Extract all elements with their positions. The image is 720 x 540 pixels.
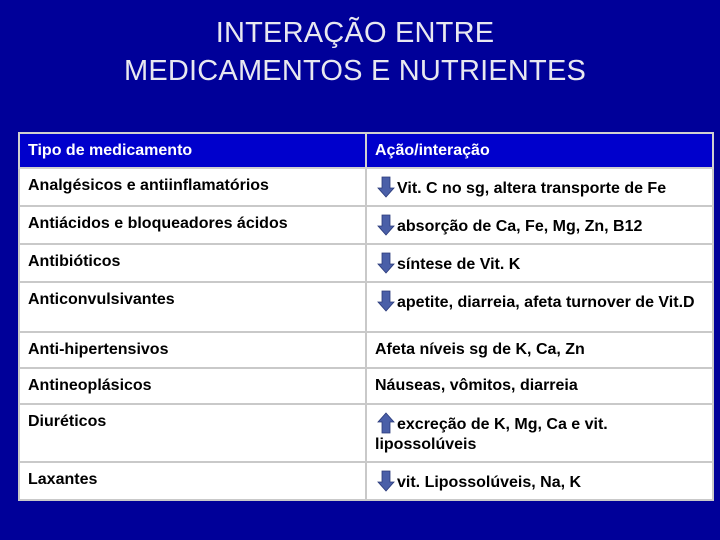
table-row — [19, 462, 713, 500]
up-arrow-icon — [377, 412, 395, 434]
action-text: excreção de K, Mg, Ca e vit. lipossolúveis — [375, 416, 608, 453]
down-arrow-icon — [377, 470, 395, 492]
action-cell — [366, 206, 713, 244]
action-text: vit. Lipossolúveis, Na, K — [397, 474, 582, 491]
table-row — [19, 244, 713, 282]
medication-type-cell: Antiácidos e bloqueadores ácidos — [19, 206, 366, 244]
table-header-row — [19, 133, 713, 168]
table-row — [19, 368, 713, 404]
medication-type-cell: Antibióticos — [19, 244, 366, 282]
table-row — [19, 168, 713, 206]
medication-type-cell: Diuréticos — [19, 404, 366, 462]
table-row — [19, 332, 713, 368]
down-arrow-icon — [377, 290, 395, 312]
table-row — [19, 206, 713, 244]
action-text: síntese de Vit. K — [397, 256, 521, 273]
down-arrow-icon — [377, 252, 395, 274]
action-text: Vit. C no sg, altera transporte de Fe — [397, 180, 667, 197]
action-cell — [366, 282, 713, 332]
down-arrow-icon — [377, 176, 395, 198]
medication-type-cell: Anti-hipertensivos — [19, 332, 366, 368]
interaction-table — [18, 132, 714, 501]
title-line-1: INTERAÇÃO ENTRE — [215, 17, 495, 49]
action-cell — [366, 462, 713, 500]
action-cell — [366, 368, 713, 404]
title-line-2: MEDICAMENTOS E NUTRIENTES — [123, 55, 587, 87]
action-cell — [366, 244, 713, 282]
action-text: apetite, diarreia, afeta turnover de Vit.D — [397, 294, 695, 311]
medication-type-cell: Analgésicos e antiinflamatórios — [19, 168, 366, 206]
action-cell — [366, 168, 713, 206]
slide-title — [0, 14, 710, 90]
action-text: Afeta níveis sg de K, Ca, Zn — [375, 341, 585, 358]
medication-type-cell: Laxantes — [19, 462, 366, 500]
action-text: absorção de Ca, Fe, Mg, Zn, B12 — [397, 218, 643, 235]
medication-type-cell: Anticonvulsivantes — [19, 282, 366, 332]
action-text: Náuseas, vômitos, diarreia — [375, 377, 578, 394]
down-arrow-icon — [377, 214, 395, 236]
action-cell — [366, 332, 713, 368]
header-medicamento: Tipo de medicamento — [19, 133, 366, 168]
medication-type-cell: Antineoplásicos — [19, 368, 366, 404]
table-row — [19, 404, 713, 462]
action-cell — [366, 404, 713, 462]
header-acao: Ação/interação — [366, 133, 713, 168]
table-row — [19, 282, 713, 332]
